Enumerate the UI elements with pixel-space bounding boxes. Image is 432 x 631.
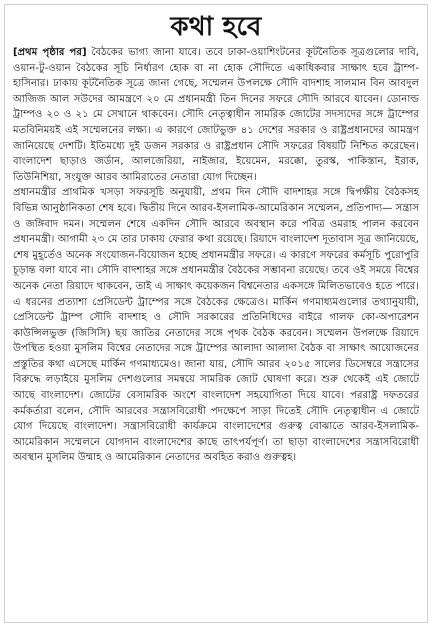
paragraph-1	[13, 45, 419, 185]
paragraph-2: প্রধানমন্ত্রীর প্রাথমিক খসড়া সফরসূচি অনুযায়ী, প্রথম দিন সৌদি বাদশাহর সঙ্গে দ্বিপক্ষীয় বৈঠকসহ বিভিন্ন আনুষ্ঠানিকতা শেষ হবে। দ্বিতীয় দিনে আরব-ইসলামিক-আমেরিকান সম্মেলন, প্রতিপাদ্য— সন্ত্রাস ও জঙ্গিবাদ দমন। সম্মেলন শেষে একদিন সৌদি আরবে অবস্থান করে পবিত্র ওমরাহ পালন করবেন প্রধানমন্ত্রী। আগামী ২৩ মে তার ঢাকায় ফেরার কথা রয়েছে। রিয়াদে বাংলাদেশ দূতাবাস সূত্র জানিয়েছে, শেষ মুহূর্তেও অনেক সংযোজন-বিয়োজন হচ্ছে প্রধানমন্ত্রীর সফরে। এ কারণে সফরের কর্মসূচি পুরোপুরি চূড়ান্ত বলা যাবে না। সৌদি বাদশাহর সঙ্গে প্রধানমন্ত্রীর বৈঠকের সম্ভাবনা রয়েছে। তবে ওই সময়ে বিশ্বের অনেক নেতা রিয়াদে থাকবেন, তাই এ সাক্ষাৎ কয়েকজন বিশ্বনেতার একসঙ্গে মিলিতভাবেও হতে পারে। এ ধরনের প্রত্যাশা প্রেসিডেন্ট ট্রাম্পের সঙ্গে বৈঠকের ক্ষেত্রেও। মার্কিন গণমাধ্যমগুলোর তথ্যানুযায়ী, প্রেসিডেন্ট ট্রাম্প সৌদি বাদশাহ ও সৌদি সরকারের প্রতিনিধিদের বাইরে গালফ কো-অপারেশন কাউন্সিলভুক্ত (জিসিসি) ছয় জাতির নেতাদের সঙ্গে পৃথক বৈঠক করবেন। সম্মেলন উপলক্ষে রিয়াদে উপস্থিত হওয়া মুসলিম বিশ্বের নেতাদের সঙ্গে ট্রাম্পের আলাদা আলাদা বৈঠক বা সাক্ষাৎ আয়োজনের প্রস্তুতির কথা এসেছে মার্কিন গণমাধ্যমেও। জানা যায়, সৌদি আরব ২০১৫ সালের ডিসেম্বরে সন্ত্রাসের বিরুদ্ধে লড়াইয়ে মুসলিম দেশগুলোর সমন্বয়ে সামরিক জোট ঘোষণা করে। শুরু থেকেই এই জোটে আছে বাংলাদেশ। জোটের বেসামরিক অংশে বাংলাদেশ সহযোগিতা দিয়ে যাবে। পররাষ্ট্র দফতরের কর্মকর্তারা বলেন, সৌদি আরবের সন্ত্রাসবিরোধী পদক্ষেপে সাড়া দিতেই সৌদি নেতৃত্বাধীন এ জোটে যোগ দিয়েছে বাংলাদেশ। সন্ত্রাসবিরোধী কার্যক্রমে বাংলাদেশের গুরুত্ব বোঝাতে আরব-ইসলামিক-আমেরিকান সম্মেলনে যোগদান বাংলাদেশের কাছে তাৎপর্যপূর্ণ। তা ছাড়া বাংলাদেশের সন্ত্রাসবিরোধী অবস্থান মুসলিম উম্মাহ ও আমেরিকান নেতাদের অবহিত করাও গুরুত্বহ।	[13, 187, 419, 464]
continued-tag: [প্রথম পৃষ্ঠার পর]	[13, 47, 87, 58]
headline: কথা হবে	[170, 12, 262, 42]
news-clipping	[4, 4, 428, 623]
paragraph-1-text: বৈঠকের ভাগ্য জানা যাবে। তবে ঢাকা-ওয়াশিংটনের কূটনৈতিক সূত্রগুলোর দাবি, ওয়ান-টু-ওয়ান বৈঠকের সূচি নির্ধারণ হোক বা না হোক সৌদিতে একাধিকবার সাক্ষাৎ হবে ট্রাম্প-হাসিনার। ঢাকায় কূটনৈতিক সূত্রে জানা গেছে, সম্মেলন উপলক্ষে সৌদি বাদশাহ সালমান বিন আবদুল আজিজ আল সউদের আমন্ত্রণে ২০ মে প্রধানমন্ত্রী তিন দিনের সফরে সৌদি আরবে যাবেন। ডোনাল্ড ট্রাম্পও ২০ ও ২১ মে সেখানে থাকবেন। সৌদি নেতৃত্বাধীন সামরিক জোটের সদস্যদের সঙ্গে ট্রাম্পের মতবিনিময়ই এই সম্মেলনের লক্ষ্য। এ কারণে জোটভুক্ত ৪১ দেশের সরকার ও রাষ্ট্রপ্রধানদের আমন্ত্রণ জানিয়েছে দেশটি। ইতিমধ্যে দুই ডজন সরকার ও রাষ্ট্রপ্রধান সৌদি সফরের বিষয়টি নিশ্চিত করেছেন। বাংলাদেশ ছাড়াও জর্ডান, আলজেরিয়া, নাইজার, ইয়েমেন, মরক্কো, তুরস্ক, পাকিস্তান, ইরাক, তিউনিশিয়া, সংযুক্ত আরব আমিরাতের নেতারা যোগ দিচ্ছেন।	[13, 47, 420, 183]
article-body	[5, 45, 427, 466]
